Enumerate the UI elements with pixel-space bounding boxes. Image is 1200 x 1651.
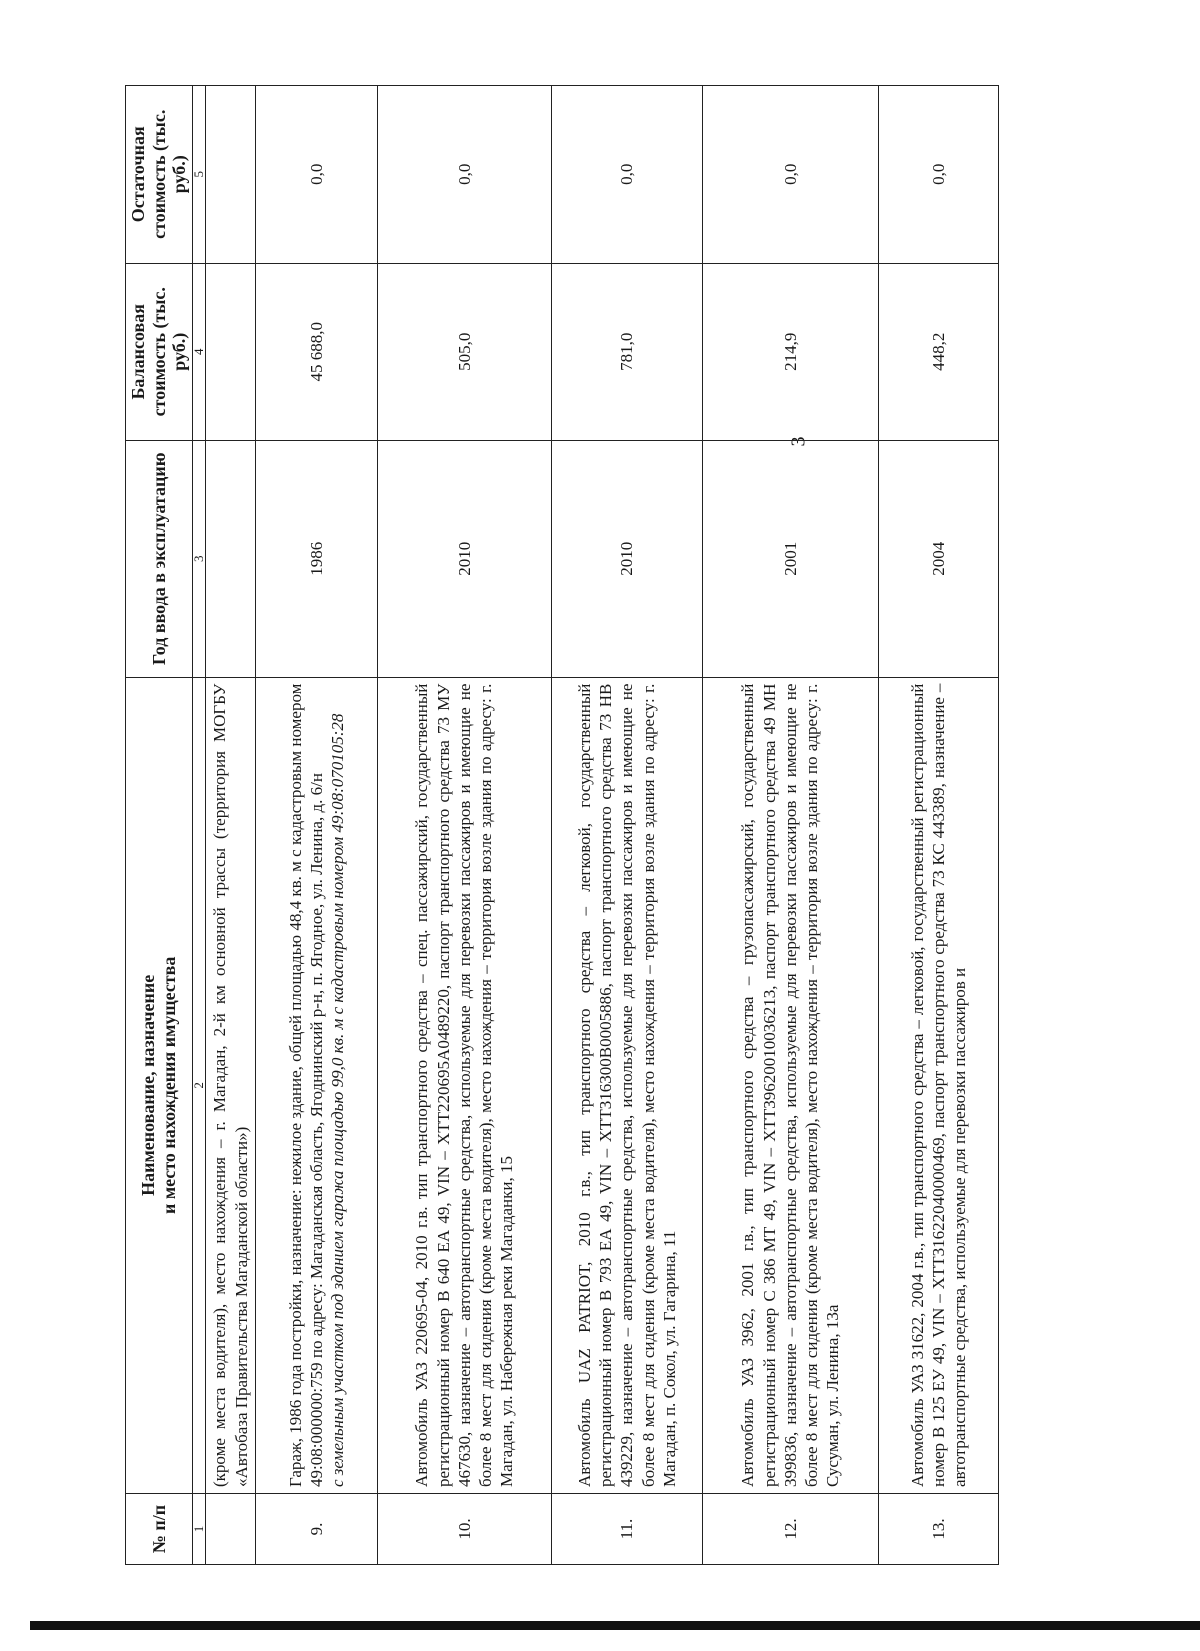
column-number: 2 bbox=[193, 677, 206, 1493]
header-year: Год ввода в эксплуатацию bbox=[126, 440, 193, 677]
row-residual bbox=[206, 86, 256, 264]
column-number: 1 bbox=[193, 1494, 206, 1565]
table-row bbox=[378, 86, 552, 1565]
table-row bbox=[552, 86, 703, 1565]
row-number: 12. bbox=[703, 1494, 879, 1565]
scan-bottom-edge bbox=[30, 1621, 1200, 1630]
row-year: 2010 bbox=[378, 440, 552, 677]
row-description bbox=[256, 677, 378, 1493]
row-description-text: Гараж, 1986 года постройки, назначение: нежилое здание, общей площадью 48,4 кв. м с кадастровым номером 49:08:000000:759 по адресу: Магаданская область, Ягоднинский р-н, п. Ягодное, ул. Ленина, д. 6/н bbox=[285, 683, 326, 1488]
row-description: (кроме места водителя), место нахождения – г. Магадан, 2-й км основной трассы (территория МОГБУ «Автобаза Правительства Магаданской области») bbox=[206, 677, 256, 1493]
row-description: Автомобиль УАЗ 220695-04, 2010 г.в. тип транспортного средства – спец. пассажирский, государственный регистрационный номер В 640 ЕА 49, VIN – ХТТ220695А0489220, паспорт транспортного средства 73 МУ 467630, назначение – автотранспортные средства, используемые для перевозки пассажиров и имеющие не более 8 мест для сидения (кроме места водителя), место нахождения – территория возле здания по адресу: г. Магадан, ул. Набережная реки Магаданки, 15 bbox=[378, 677, 552, 1493]
row-year bbox=[206, 440, 256, 677]
row-description-italic: с земельным участком под зданием гаража площадью 99,0 кв. м с кадастровым номером 49:08:070105:28 bbox=[328, 713, 348, 1488]
table-row bbox=[256, 86, 378, 1565]
column-number: 5 bbox=[193, 86, 206, 264]
row-number: 13. bbox=[879, 1494, 999, 1565]
row-number: 11. bbox=[552, 1494, 703, 1565]
row-number: 10. bbox=[378, 1494, 552, 1565]
row-balance: 781,0 bbox=[552, 263, 703, 440]
row-description: Автомобиль UAZ PATRIOT, 2010 г.в., тип транспортного средства – легковой, государственный регистрационный номер В 793 ЕА 49, VIN – ХТТ316300В0005886, паспорт транспортного средства 73 НВ 439229, назначение – автотранспортные средства, используемые для перевозки пассажиров и имеющие не более 8 мест для сидения (кроме места водителя), место нахождения – территория возле здания по адресу: г. Магадан, п. Сокол, ул. Гагарина, 11 bbox=[552, 677, 703, 1493]
row-description: Автомобиль УАЗ 31622, 2004 г.в., тип транспортного средства – легковой, государственный регистрационный номер В 125 ЕУ 49, VIN – ХТТ31622040000469, паспорт транспортного средства 73 КС 443389, назначение – автотранспортные средства, используемые для перевозки пассажиров и bbox=[879, 677, 999, 1493]
page-number: 3 bbox=[787, 436, 810, 447]
row-number: 9. bbox=[256, 1494, 378, 1565]
header-name bbox=[126, 677, 193, 1493]
column-number: 3 bbox=[193, 440, 206, 677]
row-year: 2010 bbox=[552, 440, 703, 677]
row-year: 1986 bbox=[256, 440, 378, 677]
row-year: 2001 bbox=[703, 440, 879, 677]
row-balance: 505,0 bbox=[378, 263, 552, 440]
row-year: 2004 bbox=[879, 440, 999, 677]
column-number-row bbox=[193, 86, 206, 1565]
row-balance: 214,9 bbox=[703, 263, 879, 440]
header-residual: Остаточная стоимость (тыс. руб.) bbox=[126, 86, 193, 264]
rotated-page-content bbox=[125, 85, 1200, 1565]
row-number bbox=[206, 1494, 256, 1565]
header-name-line1: Наименование, назначение bbox=[138, 974, 159, 1196]
row-description: Автомобиль УАЗ 3962, 2001 г.в., тип транспортного средства – грузопассажирский, государственный регистрационный номер С 386 МТ 49, VIN – ХТТ39620010036213, паспорт транспортного средства 49 МН 399836, назначение – автотранспортные средства, используемые для перевозки пассажиров и имеющие не более 8 мест для сидения (кроме места водителя), место нахождения – территория возле здания по адресу: г. Сусуман, ул. Ленина, 13а bbox=[703, 677, 879, 1493]
header-balance: Балансовая стоимость (тыс. руб.) bbox=[126, 263, 193, 440]
table-row bbox=[879, 86, 999, 1565]
table-row bbox=[703, 86, 879, 1565]
asset-table bbox=[125, 85, 999, 1565]
row-balance: 45 688,0 bbox=[256, 263, 378, 440]
table-row bbox=[206, 86, 256, 1565]
header-name-line2: и место нахождения имущества bbox=[159, 956, 180, 1215]
row-balance: 448,2 bbox=[879, 263, 999, 440]
row-residual: 0,0 bbox=[703, 86, 879, 264]
row-balance bbox=[206, 263, 256, 440]
column-number: 4 bbox=[193, 263, 206, 440]
table-header-row bbox=[126, 86, 193, 1565]
header-number: № п/п bbox=[126, 1494, 193, 1565]
row-residual: 0,0 bbox=[378, 86, 552, 264]
row-residual: 0,0 bbox=[552, 86, 703, 264]
row-residual: 0,0 bbox=[879, 86, 999, 264]
row-residual: 0,0 bbox=[256, 86, 378, 264]
